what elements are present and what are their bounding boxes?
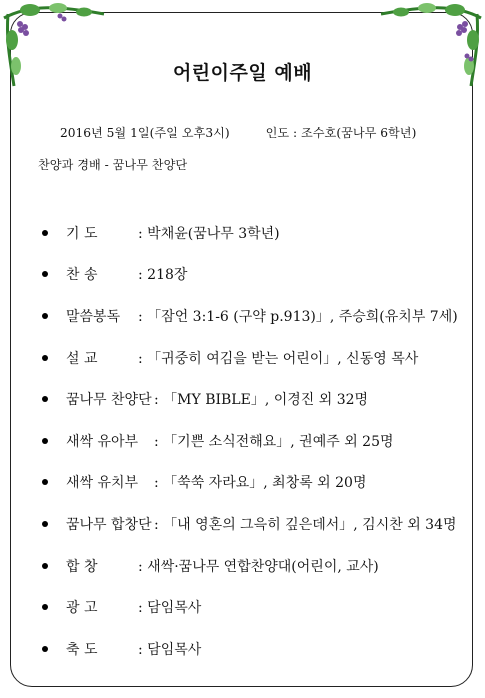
item-label: 찬 송 xyxy=(66,267,98,284)
bullet-icon xyxy=(42,438,48,444)
praise-subtitle: 찬양과 경배 - 꿈나무 찬양단 xyxy=(38,158,188,172)
list-item xyxy=(42,586,475,628)
item-value: : 「내 영혼의 그윽히 깊은데서」, 김시찬 외 34명 xyxy=(154,516,457,533)
item-value: : 「쑥쑥 자라요」, 최창록 외 20명 xyxy=(154,475,367,492)
program-list xyxy=(42,212,475,670)
item-label: 새싹 유치부 xyxy=(66,475,139,492)
item-value: : 218장 xyxy=(138,267,188,284)
item-label: 광 고 xyxy=(66,600,98,617)
bullet-icon xyxy=(42,563,48,569)
bullet-icon xyxy=(42,230,48,236)
bullet-icon xyxy=(42,355,48,361)
item-value: : 새싹·꿈나무 연합찬양대(어린이, 교사) xyxy=(138,558,379,575)
item-label: 말씀봉독 xyxy=(66,308,121,325)
service-leader: 인도 : 조수호(꿈나무 6학년) xyxy=(265,126,417,140)
list-item xyxy=(42,545,475,587)
bullet-icon xyxy=(42,396,48,402)
item-value: : 「기쁜 소식전해요」, 권예주 외 25명 xyxy=(154,433,394,450)
list-item xyxy=(42,378,475,420)
list-item xyxy=(42,628,475,670)
item-label: 기 도 xyxy=(66,225,98,242)
item-value: : 박채윤(꿈나무 3학년) xyxy=(138,225,280,242)
list-item xyxy=(42,337,475,379)
bullet-icon xyxy=(42,521,48,527)
item-value: : 「귀중히 여김을 받는 어린이」, 신동영 목사 xyxy=(138,350,419,367)
page-title: 어린이주일 예배 xyxy=(172,62,313,84)
item-label: 축 도 xyxy=(66,641,98,658)
item-value: : 「MY BIBLE」, 이경진 외 32명 xyxy=(154,392,369,409)
bullet-icon xyxy=(42,271,48,277)
bullet-icon xyxy=(42,646,48,652)
item-label: 꿈나무 합창단 xyxy=(66,516,152,533)
item-label: 새싹 유아부 xyxy=(66,433,139,450)
list-item xyxy=(42,503,475,545)
list-item xyxy=(42,420,475,462)
item-label: 설 교 xyxy=(66,350,98,367)
bullet-icon xyxy=(42,604,48,610)
service-date: 2016년 5월 1일(주일 오후3시) xyxy=(60,126,230,140)
list-item xyxy=(42,462,475,504)
item-value: : 담임목사 xyxy=(138,600,202,617)
list-item xyxy=(42,254,475,296)
item-value: : 담임목사 xyxy=(138,641,202,658)
bullet-icon xyxy=(42,479,48,485)
list-item xyxy=(42,212,475,254)
bullet-icon xyxy=(42,313,48,319)
item-label: 꿈나무 찬양단 xyxy=(66,392,152,409)
service-info xyxy=(60,124,416,141)
list-item xyxy=(42,295,475,337)
item-value: : 「잠언 3:1-6 (구약 p.913)」, 주승희(유치부 7세) xyxy=(138,308,458,325)
item-label: 합 창 xyxy=(66,558,98,575)
